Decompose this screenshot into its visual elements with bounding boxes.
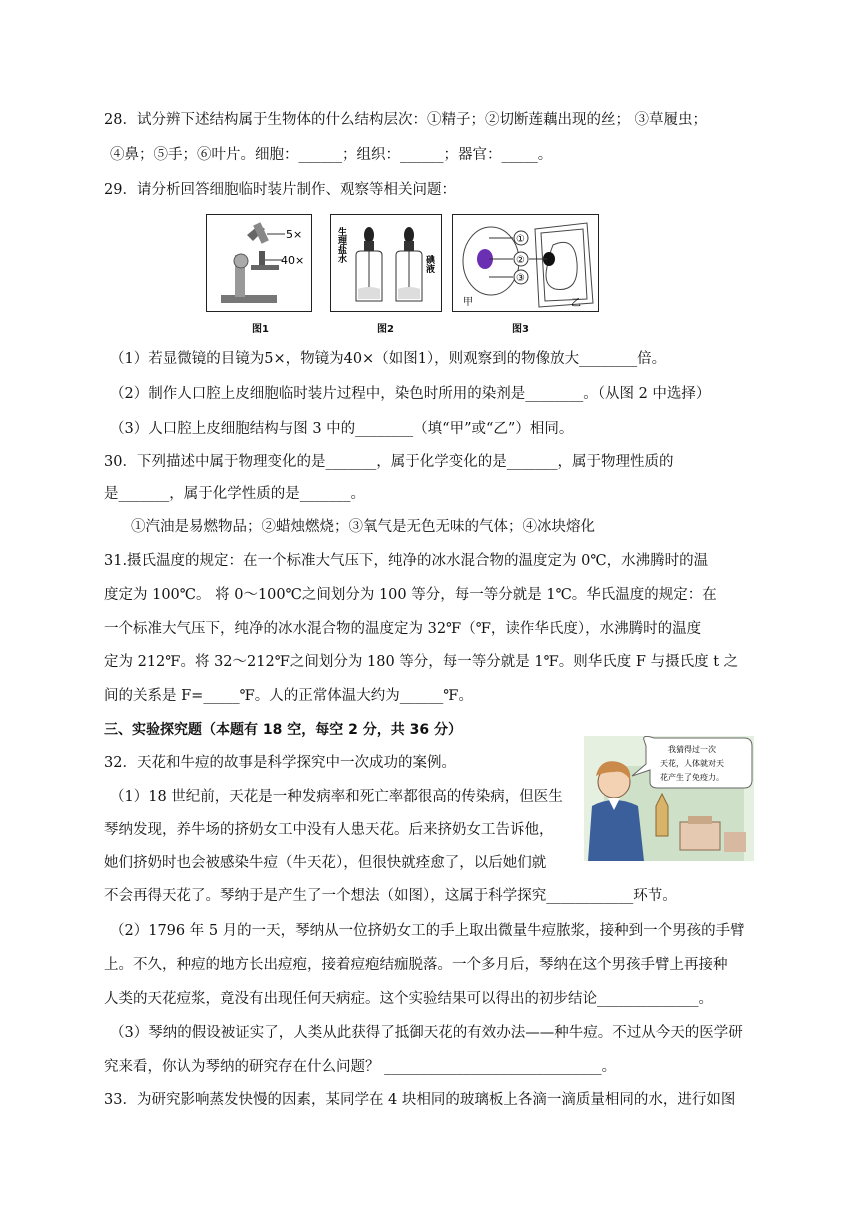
q31-line5: 间的关系是 F=_____℉。人的正常体温大约为______℉。 <box>104 688 473 704</box>
q32-s2-line3: 人类的天花痘浆，竟没有出现任何天病症。这个实验结果可以得出的初步结论______________。 <box>104 991 713 1007</box>
section-3-title: 三、实验探究题（本题有 18 空，每空 2 分，共 36 分） <box>104 722 462 738</box>
q32-s1-line3: 她们挤奶时也会被感染牛痘（牛天花），但很快就痊愈了，以后她们就 <box>104 855 547 871</box>
q32-s1-line2: 琴纳发现，养牛场的挤奶女工中没有人患天花。后来挤奶女工告诉他， <box>104 822 554 838</box>
saline-label: 生理盐水 <box>336 227 346 263</box>
q31-line4: 定为 212℉。将 32～212℉之间划分为 180 等分，每一等分就是 1℉。则华氏度 F 与摄氏度 t 之 <box>104 654 739 670</box>
cell-yi-label: 乙 <box>571 298 581 309</box>
objective-label: 40× <box>281 254 305 267</box>
eyepiece-label: 5× <box>286 228 303 241</box>
figure-3-cells <box>452 214 599 312</box>
plant-cell-icon <box>535 223 593 307</box>
q32-s2-line1: （2）1796 年 5 月的一天，琴纳从一位挤奶女工的手上取出微量牛痘脓浆，接种到一个男孩的手臂 <box>110 923 745 939</box>
q32-s3-line1: （3）琴纳的假设被证实了，人类从此获得了抵御天花的有效办法——种牛痘。不过从今天的医学研 <box>110 1025 743 1041</box>
iodine-bottle-icon <box>396 227 422 301</box>
saline-bottle-icon <box>356 227 382 301</box>
jenner-cartoon <box>584 736 754 861</box>
q32-s1-line1: （1）18 世纪前，天花是一种发病率和死亡率都很高的传染病，但医生 <box>110 789 563 805</box>
q32-s1-line4: 不会再得天花了。琴纳于是产生了一个想法（如图），这属于科学探究____________环节。 <box>104 888 677 904</box>
q29-part1: （1）若显微镜的目镜为5×，物镜为40×（如图1），则观察到的物像放大________倍。 <box>110 351 667 367</box>
cell-jia-label: 甲 <box>463 297 473 308</box>
q29-part3: （3）人口腔上皮细胞结构与图 3 中的________（填“甲”或“乙”）相同。 <box>110 421 574 437</box>
q28-line1: 28．试分辨下述结构属于生物体的什么结构层次：①精子；②切断莲藕出现的丝； ③草履虫； <box>104 112 708 128</box>
bubble-line-2: 天花，人体就对天 <box>660 759 724 768</box>
q30-line2: 是_______，属于化学性质的是_______。 <box>104 486 365 502</box>
bubble-line-1: 我猜得过一次 <box>668 745 716 754</box>
iodine-label: 碘液 <box>424 255 434 273</box>
animal-cell-icon <box>463 227 519 295</box>
q31-line3: 一个标准大气压下，纯净的冰水混合物的温度定为 32℉（℉，读作华氏度），水沸腾时的温度 <box>104 621 702 637</box>
q28-line2: ④鼻；⑤手；⑥叶片。细胞：______；组织：______；器官：_____。 <box>110 147 553 163</box>
marker-3: ③ <box>516 273 525 284</box>
figure-2-bottles <box>330 214 442 312</box>
figure-3-caption: 图3 <box>512 324 529 335</box>
q30-line3: ①汽油是易燃物品；②蜡烛燃烧；③氧气是无色无味的气体；④冰块熔化 <box>131 519 595 535</box>
q29-title: 29．请分析回答细胞临时装片制作、观察等相关问题： <box>104 182 456 198</box>
q30-line1: 30．下列描述中属于物理变化的是_______，属于化学变化的是_______，属于物理性质的 <box>104 454 674 470</box>
q29-part2: （2）制作人口腔上皮细胞临时装片过程中，染色时所用的染剂是________。（从图 2 中选择） <box>110 386 711 402</box>
q32-s3-line2: 究来看，你认为琴纳的研究存在什么问题？ ______________________________。 <box>104 1059 617 1075</box>
marker-2: ② <box>516 255 525 266</box>
bubble-line-3: 花产生了免疫力。 <box>660 773 724 782</box>
q32-s2-line2: 上。不久，种痘的地方长出痘疱，接着痘疱结痂脱落。一个多月后，琴纳在这个男孩手臂上再接种 <box>104 957 728 973</box>
figure-1-caption: 图1 <box>252 324 269 335</box>
q33-line1: 33．为研究影响蒸发快慢的因素，某同学在 4 块相同的玻璃板上各滴一滴质量相同的水，进行如图 <box>104 1092 736 1108</box>
microscope-icon <box>207 215 311 311</box>
marker-1: ① <box>516 234 525 245</box>
figure-1-microscope <box>206 214 312 312</box>
figure-2-caption: 图2 <box>377 324 394 335</box>
q32-title: 32．天花和牛痘的故事是科学探究中一次成功的案例。 <box>104 755 456 771</box>
q31-line1: 31.摄氏温度的规定：在一个标准大气压下，纯净的冰水混合物的温度定为 0℃，水沸腾时的温 <box>104 553 709 569</box>
q31-line2: 度定为 100℃。 将 0～100℃之间划分为 100 等分，每一等分就是 1℃。华氏温度的规定：在 <box>104 587 717 603</box>
